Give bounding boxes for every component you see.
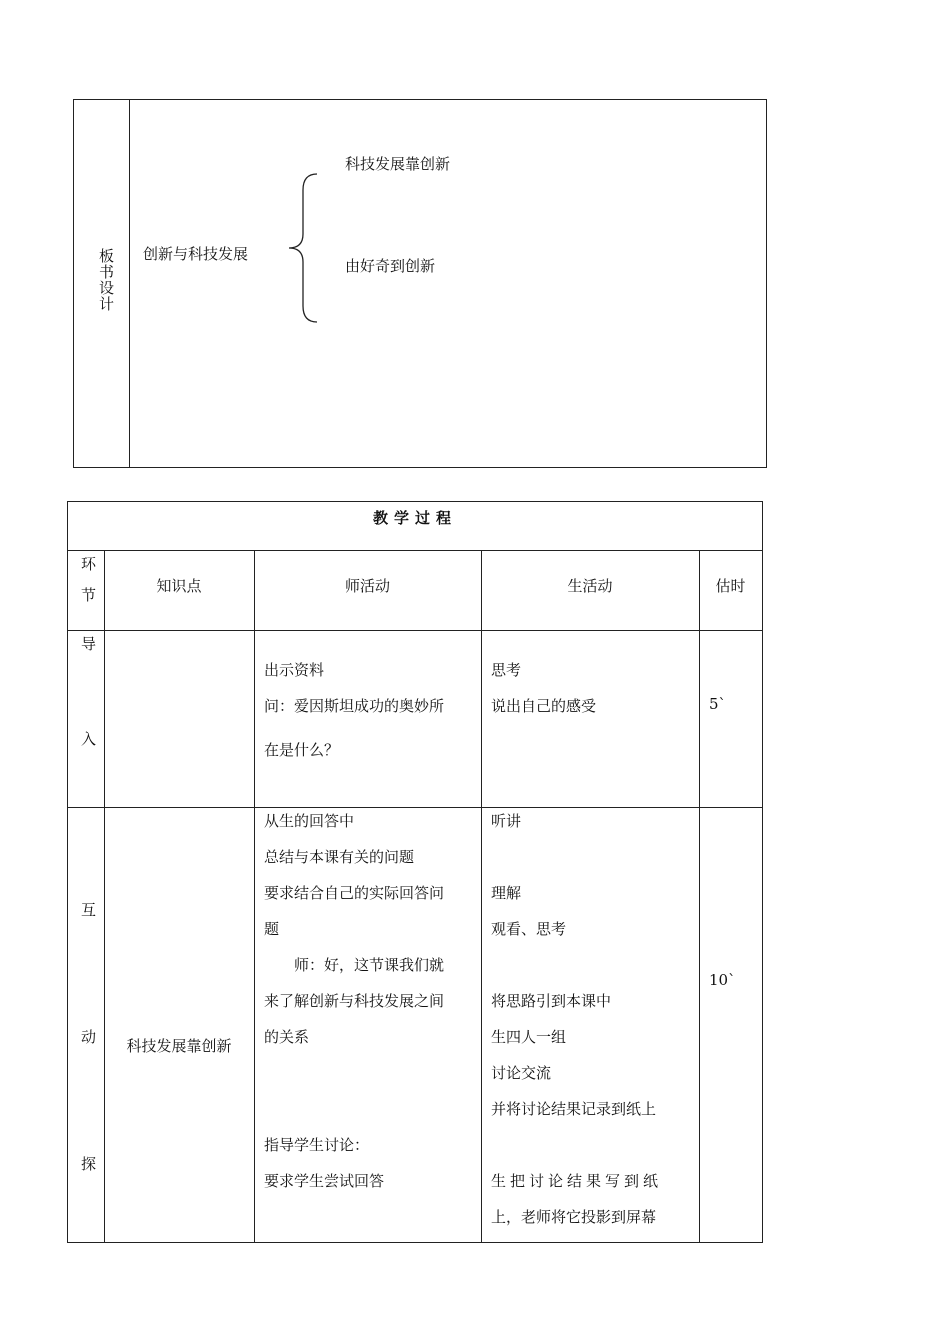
row1-stage: 导入 <box>79 636 97 826</box>
row2-student-activity <box>491 803 662 1235</box>
curly-brace-icon <box>287 172 319 324</box>
row2-teacher-line: 要求学生尝试回答 <box>264 1172 385 1190</box>
row2-student-line: 将思路引到本课中 <box>491 992 612 1010</box>
board-divider <box>129 100 130 467</box>
board-label: 板书设计 <box>97 248 115 312</box>
row2-student-line: 并将讨论结果记录到纸上 <box>491 1100 657 1118</box>
row2-student-line: 理解 <box>491 884 522 902</box>
row2-teacher-activity <box>264 803 444 1199</box>
row2-student-line: 生四人一组 <box>491 1028 567 1046</box>
header-time: 估时 <box>715 577 746 595</box>
board-main-topic: 创新与科技发展 <box>143 245 249 263</box>
row2-teacher-line <box>264 1055 444 1091</box>
row2-student-line <box>491 947 662 983</box>
row2-teacher-line: 总结与本课有关的问题 <box>264 848 415 866</box>
header-knowledge: 知识点 <box>156 577 202 595</box>
row2-teacher-line <box>264 1091 444 1127</box>
row2-teacher-line: 要求结合自己的实际回答问 <box>264 884 445 902</box>
header-teacher: 师活动 <box>344 577 390 595</box>
row1-teacher-line: 出示资料 <box>264 661 325 679</box>
row2-teacher-line: 指导学生讨论： <box>264 1136 370 1154</box>
row2-stage: 互动探 <box>79 902 97 1283</box>
board-branch-2: 由好奇到创新 <box>345 257 436 275</box>
row2-knowledge: 科技发展靠创新 <box>126 1037 232 1055</box>
row2-student-line <box>491 839 662 875</box>
row2-teacher-line: 的关系 <box>264 1028 310 1046</box>
board-branch-1: 科技发展靠创新 <box>345 155 451 173</box>
table-title: 教学过程 <box>372 509 457 527</box>
board-design-box <box>73 99 767 468</box>
row2-student-line: 讨论交流 <box>491 1064 552 1082</box>
row1-teacher-activity <box>264 652 444 768</box>
header-stage: 环节 <box>79 556 97 618</box>
row2-teacher-line: 从生的回答中 <box>264 812 355 830</box>
row2-student-line: 生把讨论结果写到纸 <box>491 1172 663 1190</box>
row2-time: 10` <box>709 971 736 989</box>
row1-teacher-line: 在是什么？ <box>264 741 340 759</box>
row2-teacher-line: 题 <box>264 920 280 938</box>
row2-student-line: 听讲 <box>491 812 522 830</box>
row2-teacher-line: 师：好，这节课我们就 <box>264 956 445 974</box>
row2-student-line: 观看、思考 <box>491 920 567 938</box>
row1-teacher-line: 问：爱因斯坦成功的奥妙所 <box>264 697 445 715</box>
row1-student-line: 思考 <box>491 661 522 679</box>
row2-teacher-line: 来了解创新与科技发展之间 <box>264 992 445 1010</box>
row1-student-line: 说出自己的感受 <box>491 697 597 715</box>
row1-student-activity <box>491 652 596 724</box>
header-student: 生活动 <box>567 577 613 595</box>
row2-student-line <box>491 1127 662 1163</box>
row2-student-line: 上，老师将它投影到屏幕 <box>491 1208 657 1226</box>
teaching-process-table <box>67 501 763 1283</box>
row1-time: 5` <box>709 695 727 713</box>
